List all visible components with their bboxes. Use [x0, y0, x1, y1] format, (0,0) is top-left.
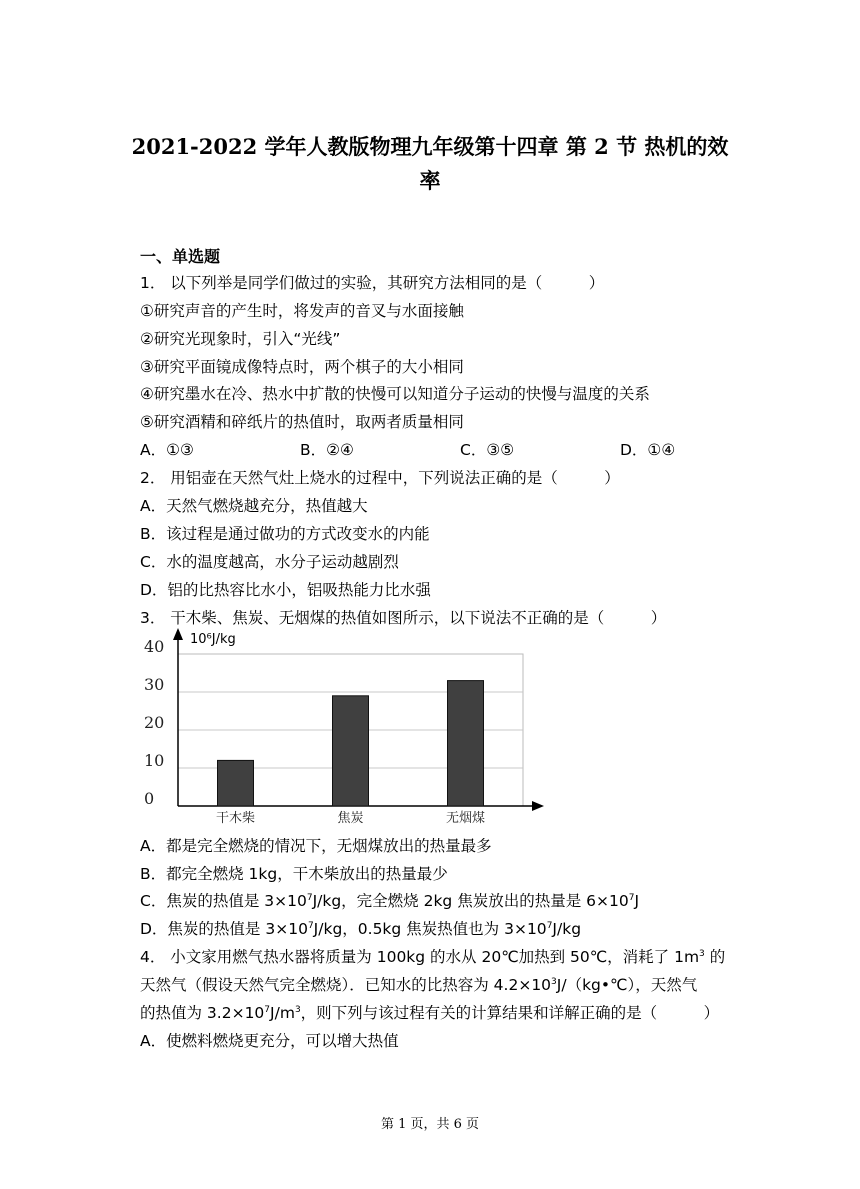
title-line-1: 2021-2022 学年人教版物理九年级第十四章 第 2 节 热机的效: [131, 134, 729, 159]
q2-stem: 2． 用铝壶在天然气灶上烧水的过程中，下列说法正确的是（ ）: [140, 469, 620, 487]
q1-item-5: ⑤研究酒精和碎纸片的热值时，取两者质量相同: [140, 413, 464, 431]
q1-option-c: C．③⑤: [460, 441, 515, 459]
q1-option-a: A．①③: [140, 441, 194, 459]
q1-stem: 1． 以下列举是同学们做过的实验，其研究方法相同的是（ ）: [140, 274, 605, 292]
title-line-2: 率: [419, 168, 441, 193]
y-tick-label: 30: [144, 675, 165, 694]
x-tick-label: 无烟煤: [445, 811, 486, 824]
bar-2: [333, 696, 369, 806]
q2-option-c: C．水的温度越高，水分子运动越剧烈: [140, 553, 399, 571]
q2-option-b: B．该过程是通过做功的方式改变水的内能: [140, 525, 430, 543]
section-heading: 一、单选题: [140, 247, 221, 266]
y-tick-label: 10: [144, 751, 165, 770]
q3-option-b: B．都完全燃烧 1kg，干木柴放出的热量最少: [140, 865, 448, 883]
q2-option-a: A．天然气燃烧越充分，热值越大: [140, 497, 368, 515]
q3-option-d: D．焦炭的热值是 $3\times 10^7J/kg$，0.5kg 焦炭热值也为 $3\times 10^7J/kg$: [140, 920, 582, 938]
page-footer: 第 1 页，共 6 页: [380, 1117, 480, 1132]
y-tick-label: 40: [144, 637, 165, 656]
y-tick-label: 0: [144, 789, 155, 808]
q1-item-3: ③研究平面镜成像特点时，两个棋子的大小相同: [140, 358, 464, 376]
q1-option-d: D．①④: [620, 441, 676, 459]
q4-stem-line-1: 4． 小文家用燃气热水器将质量为 100kg 的水从 20℃加热到 50℃，消耗了 $1m^3$ 的: [140, 948, 726, 966]
q3-option-c: C．焦炭的热值是 $3\times 10^7J/kg$，完全燃烧 2kg 焦炭放出的热量是 $6\times 10^7J$: [140, 892, 640, 910]
x-axis-arrow: [532, 801, 544, 811]
q1-item-2: ②研究光现象时，引入“光线”: [140, 330, 341, 348]
q3-stem: 3． 干木柴、焦炭、无烟煤的热值如图所示，以下说法不正确的是（ ）: [140, 609, 667, 627]
q2-option-d: D．铝的比热容比水小，铝吸热能力比水强: [140, 581, 431, 599]
q4-stem-line-2: 天然气（假设天然气完全燃烧）．已知水的比热容为 $4.2\times 10^3J/(kg•℃)$，天然气: [140, 976, 698, 994]
y-tick-label: 20: [144, 713, 165, 732]
x-tick-label: 干木柴: [215, 811, 256, 824]
bar-1: [218, 760, 254, 806]
y-axis-unit-label: 10⁶J/kg: [190, 632, 236, 647]
bar-3: [448, 681, 484, 806]
page-title: [120, 130, 740, 198]
q4-option-a: A．使燃料燃烧更充分，可以增大热值: [140, 1032, 399, 1050]
q4-stem-line-3: 的热值为 $3.2\times 10^7J/m^3$，则下列与该过程有关的计算结果和详解正确的是（ ）: [140, 1004, 720, 1022]
q3-option-a: A．都是完全燃烧的情况下，无烟煤放出的热量最多: [140, 837, 492, 855]
q1-item-4: ④研究墨水在冷、热水中扩散的快慢可以知道分子运动的快慢与温度的关系: [140, 385, 650, 403]
x-tick-label: 焦炭: [337, 811, 364, 824]
q1-option-b: B．②④: [300, 441, 354, 459]
y-axis-arrow: [173, 628, 183, 640]
q1-item-1: ①研究声音的产生时，将发声的音叉与水面接触: [140, 302, 464, 320]
heat-value-bar-chart: [140, 624, 560, 824]
